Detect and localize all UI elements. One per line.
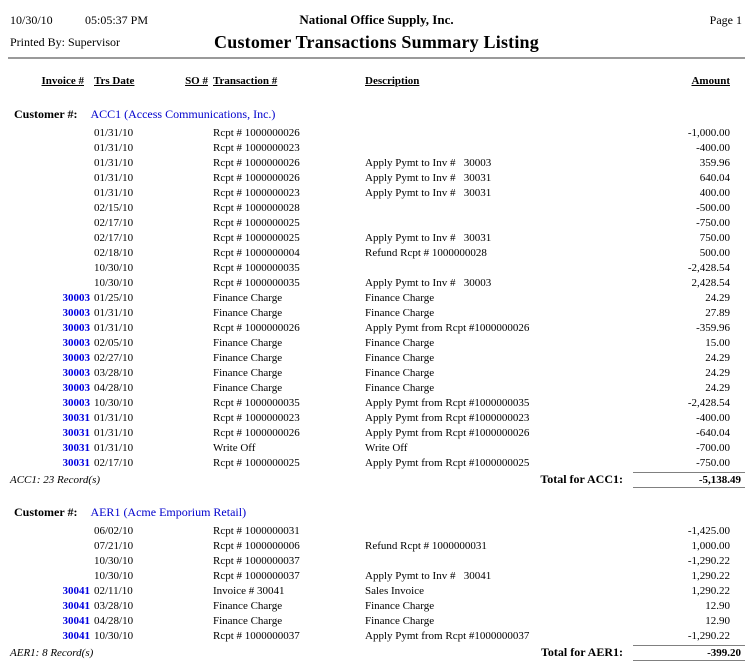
cell-transaction: Rcpt # 1000000006 [213, 540, 300, 552]
table-row [0, 276, 753, 291]
transaction-rows [0, 126, 753, 471]
cell-transaction: Rcpt # 1000000035 [213, 397, 300, 409]
cell-description: Apply Pymt to Inv # 30003 [365, 277, 492, 289]
cell-description: Apply Pymt to Inv # 30003 [365, 157, 492, 169]
cell-amount: 24.29 [705, 352, 730, 364]
cell-transaction: Rcpt # 1000000026 [213, 427, 300, 439]
cell-trs-date: 01/31/10 [94, 307, 134, 319]
cell-transaction: Rcpt # 1000000026 [213, 322, 300, 334]
column-header-description: Description [365, 75, 420, 87]
cell-transaction: Rcpt # 1000000037 [213, 630, 300, 642]
table-row [0, 554, 753, 569]
cell-amount: 1,290.22 [691, 585, 730, 597]
column-header-so: SO # [185, 75, 208, 87]
cell-invoice-link[interactable]: 30041 [62, 600, 90, 612]
cell-trs-date: 10/30/10 [94, 397, 134, 409]
company-name: National Office Supply, Inc. [299, 12, 454, 27]
cell-transaction: Rcpt # 1000000023 [213, 142, 300, 154]
cell-description: Finance Charge [365, 352, 435, 364]
table-row [0, 599, 753, 614]
cell-transaction: Rcpt # 1000000028 [213, 202, 300, 214]
cell-transaction: Write Off [213, 442, 256, 454]
cell-description: Apply Pymt from Rcpt #1000000035 [365, 397, 530, 409]
table-row [0, 186, 753, 201]
cell-amount: -500.00 [696, 202, 730, 214]
cell-description: Apply Pymt from Rcpt #1000000023 [365, 412, 530, 424]
cell-amount: 2,428.54 [691, 277, 730, 289]
column-header-row [0, 74, 753, 91]
cell-transaction: Rcpt # 1000000023 [213, 412, 300, 424]
cell-amount: -400.00 [696, 412, 730, 424]
table-row [0, 411, 753, 426]
cell-transaction: Rcpt # 1000000037 [213, 555, 300, 567]
cell-trs-date: 07/21/10 [94, 540, 134, 552]
cell-trs-date: 10/30/10 [94, 277, 134, 289]
cell-description: Refund Rcpt # 1000000028 [365, 247, 487, 259]
cell-amount: -750.00 [696, 217, 730, 229]
cell-description: Finance Charge [365, 307, 435, 319]
cell-trs-date: 10/30/10 [94, 570, 134, 582]
table-row [0, 351, 753, 366]
cell-transaction: Rcpt # 1000000035 [213, 262, 300, 274]
cell-trs-date: 10/30/10 [94, 555, 134, 567]
cell-transaction: Finance Charge [213, 337, 283, 349]
table-row [0, 426, 753, 441]
cell-invoice-link[interactable]: 30041 [62, 585, 90, 597]
transactions-table [0, 74, 753, 662]
cell-description: Apply Pymt to Inv # 30031 [365, 187, 492, 199]
cell-trs-date: 01/31/10 [94, 412, 134, 424]
table-row [0, 171, 753, 186]
cell-amount: -750.00 [696, 457, 730, 469]
cell-transaction: Rcpt # 1000000031 [213, 525, 300, 537]
cell-trs-date: 10/30/10 [94, 262, 134, 274]
cell-amount: 24.29 [705, 367, 730, 379]
transaction-rows [0, 524, 753, 644]
cell-invoice-link[interactable]: 30031 [62, 457, 90, 469]
cell-amount: -359.96 [696, 322, 730, 334]
cell-invoice-link[interactable]: 30003 [62, 292, 90, 304]
cell-trs-date: 01/25/10 [94, 292, 134, 304]
cell-invoice-link[interactable]: 30003 [62, 397, 90, 409]
cell-amount: 15.00 [705, 337, 730, 349]
cell-description: Apply Pymt to Inv # 30041 [365, 570, 492, 582]
cell-transaction: Finance Charge [213, 600, 283, 612]
cell-transaction: Rcpt # 1000000037 [213, 570, 300, 582]
page-number: Page 1 [709, 13, 742, 27]
total-amount: -399.20 [633, 645, 745, 661]
total-label: Total for AER1: [540, 645, 623, 659]
cell-description: Finance Charge [365, 600, 435, 612]
table-row [0, 524, 753, 539]
column-header-invoice: Invoice # [41, 75, 84, 87]
record-count: AER1: 8 Record(s) [10, 647, 94, 659]
cell-amount: 1,000.00 [691, 540, 730, 552]
table-row [0, 456, 753, 471]
cell-transaction: Rcpt # 1000000023 [213, 187, 300, 199]
cell-transaction: Invoice # 30041 [213, 585, 285, 597]
total-label: Total for ACC1: [540, 472, 623, 486]
cell-amount: 500.00 [699, 247, 730, 259]
report-date: 10/30/10 [10, 13, 53, 27]
customer-name-link[interactable]: AER1 (Acme Emporium Retail) [90, 505, 247, 519]
cell-amount: 400.00 [699, 187, 730, 199]
cell-description: Finance Charge [365, 337, 435, 349]
cell-description: Apply Pymt from Rcpt #1000000025 [365, 457, 530, 469]
cell-amount: 24.29 [705, 292, 730, 304]
cell-amount: 27.89 [705, 307, 730, 319]
cell-invoice-link[interactable]: 30003 [62, 322, 90, 334]
cell-amount: 359.96 [699, 157, 730, 169]
cell-transaction: Finance Charge [213, 615, 283, 627]
table-row [0, 614, 753, 629]
table-row [0, 231, 753, 246]
cell-transaction: Finance Charge [213, 352, 283, 364]
customer-name-link[interactable]: ACC1 (Access Communications, Inc.) [90, 107, 276, 121]
table-row [0, 539, 753, 554]
cell-description: Finance Charge [365, 382, 435, 394]
section-total-line [0, 471, 753, 489]
cell-description: Finance Charge [365, 367, 435, 379]
cell-invoice-link[interactable]: 30031 [62, 427, 90, 439]
cell-amount: -1,425.00 [687, 525, 730, 537]
cell-transaction: Finance Charge [213, 307, 283, 319]
cell-invoice-link[interactable]: 30003 [62, 307, 90, 319]
cell-trs-date: 02/27/10 [94, 352, 134, 364]
cell-trs-date: 01/31/10 [94, 427, 134, 439]
cell-amount: 12.90 [705, 615, 730, 627]
cell-description: Finance Charge [365, 292, 435, 304]
customer-label: Customer #: [14, 505, 78, 519]
customer-line [0, 505, 753, 522]
cell-trs-date: 01/31/10 [94, 142, 134, 154]
cell-trs-date: 10/30/10 [94, 630, 134, 642]
cell-trs-date: 01/31/10 [94, 172, 134, 184]
customer-label: Customer #: [14, 107, 78, 121]
cell-trs-date: 02/11/10 [94, 585, 133, 597]
cell-transaction: Rcpt # 1000000025 [213, 457, 300, 469]
cell-description: Write Off [365, 442, 408, 454]
cell-transaction: Rcpt # 1000000025 [213, 232, 300, 244]
table-row [0, 321, 753, 336]
record-count: ACC1: 23 Record(s) [10, 474, 101, 486]
table-row [0, 441, 753, 456]
cell-description: Sales Invoice [365, 585, 424, 597]
table-row [0, 126, 753, 141]
cell-trs-date: 02/17/10 [94, 217, 134, 229]
table-row [0, 141, 753, 156]
cell-trs-date: 02/17/10 [94, 232, 134, 244]
customer-section [0, 107, 753, 489]
cell-transaction: Finance Charge [213, 382, 283, 394]
header-divider [8, 57, 745, 59]
cell-trs-date: 04/28/10 [94, 615, 134, 627]
cell-transaction: Rcpt # 1000000026 [213, 157, 300, 169]
cell-trs-date: 01/31/10 [94, 127, 134, 139]
cell-amount: -700.00 [696, 442, 730, 454]
cell-invoice-link[interactable]: 30041 [62, 615, 90, 627]
cell-description: Finance Charge [365, 615, 435, 627]
table-row [0, 156, 753, 171]
cell-description: Apply Pymt to Inv # 30031 [365, 172, 492, 184]
cell-trs-date: 04/28/10 [94, 382, 134, 394]
cell-invoice-link[interactable]: 30041 [62, 630, 90, 642]
cell-amount: -1,290.22 [687, 555, 730, 567]
table-row [0, 201, 753, 216]
column-header-amount: Amount [691, 75, 730, 87]
customer-section [0, 505, 753, 662]
printed-by: Printed By: Supervisor [10, 35, 120, 49]
cell-amount: -1,000.00 [687, 127, 730, 139]
cell-invoice-link[interactable]: 30003 [62, 382, 90, 394]
cell-transaction: Rcpt # 1000000026 [213, 172, 300, 184]
report-title: Customer Transactions Summary Listing [214, 32, 539, 52]
table-row [0, 629, 753, 644]
table-row [0, 246, 753, 261]
cell-transaction: Finance Charge [213, 367, 283, 379]
cell-amount: 24.29 [705, 382, 730, 394]
cell-description: Apply Pymt from Rcpt #1000000026 [365, 427, 530, 439]
cell-amount: 750.00 [699, 232, 730, 244]
cell-transaction: Rcpt # 1000000004 [213, 247, 300, 259]
table-row [0, 336, 753, 351]
cell-amount: -2,428.54 [687, 262, 730, 274]
cell-transaction: Rcpt # 1000000035 [213, 277, 300, 289]
column-header-trs-date: Trs Date [94, 75, 135, 87]
cell-transaction: Finance Charge [213, 292, 283, 304]
report-time: 05:05:37 PM [85, 13, 149, 27]
cell-transaction: Rcpt # 1000000026 [213, 127, 300, 139]
table-row [0, 216, 753, 231]
cell-description: Apply Pymt to Inv # 30031 [365, 232, 492, 244]
cell-trs-date: 01/31/10 [94, 442, 134, 454]
total-amount: -5,138.49 [633, 472, 745, 488]
table-row [0, 569, 753, 584]
customer-line [0, 107, 753, 124]
table-row [0, 306, 753, 321]
cell-amount: -400.00 [696, 142, 730, 154]
cell-invoice-link[interactable]: 30031 [62, 442, 90, 454]
cell-description: Apply Pymt from Rcpt #1000000026 [365, 322, 530, 334]
cell-invoice-link[interactable]: 30031 [62, 412, 90, 424]
cell-transaction: Rcpt # 1000000025 [213, 217, 300, 229]
cell-invoice-link[interactable]: 30003 [62, 352, 90, 364]
table-row [0, 291, 753, 306]
customer-sections [0, 107, 753, 662]
cell-trs-date: 01/31/10 [94, 157, 134, 169]
cell-trs-date: 06/02/10 [94, 525, 134, 537]
table-row [0, 366, 753, 381]
cell-trs-date: 03/28/10 [94, 367, 134, 379]
table-row [0, 584, 753, 599]
cell-invoice-link[interactable]: 30003 [62, 367, 90, 379]
table-row [0, 381, 753, 396]
cell-trs-date: 02/05/10 [94, 337, 134, 349]
cell-amount: -640.04 [696, 427, 730, 439]
cell-amount: 640.04 [699, 172, 730, 184]
cell-trs-date: 03/28/10 [94, 600, 134, 612]
cell-trs-date: 02/15/10 [94, 202, 134, 214]
section-total-line [0, 644, 753, 662]
cell-amount: 1,290.22 [691, 570, 730, 582]
cell-amount: 12.90 [705, 600, 730, 612]
cell-trs-date: 02/17/10 [94, 457, 134, 469]
cell-invoice-link[interactable]: 30003 [62, 337, 90, 349]
cell-trs-date: 01/31/10 [94, 187, 134, 199]
cell-trs-date: 02/18/10 [94, 247, 134, 259]
cell-description: Apply Pymt from Rcpt #1000000037 [365, 630, 530, 642]
cell-trs-date: 01/31/10 [94, 322, 134, 334]
cell-description: Refund Rcpt # 1000000031 [365, 540, 487, 552]
column-header-transaction: Transaction # [213, 75, 278, 87]
table-row [0, 396, 753, 411]
table-row [0, 261, 753, 276]
cell-amount: -2,428.54 [687, 397, 730, 409]
cell-amount: -1,290.22 [687, 630, 730, 642]
